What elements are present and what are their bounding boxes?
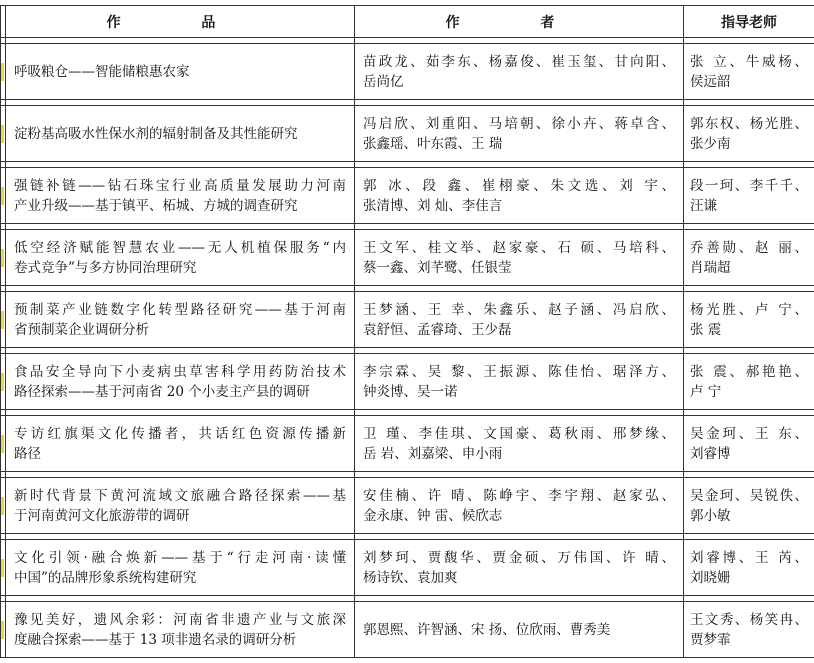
teacher-line: 刘晓姗	[690, 569, 731, 586]
teacher-line: 吴金珂、王 东、	[690, 425, 808, 442]
work-cell	[6, 540, 355, 596]
work-cell	[6, 602, 355, 658]
teacher-line: 张 震、郝艳艳、	[690, 363, 808, 380]
teacher-line: 张 立、牛威杨、	[690, 53, 808, 70]
table-row	[1, 478, 814, 534]
work-line: 产业升级——基于镇平、柘城、方城的调查研究	[14, 197, 298, 214]
authors-cell	[355, 602, 684, 658]
authors-cell	[355, 230, 684, 286]
work-cell	[6, 44, 355, 100]
work-line: 食品安全导向下小麦病虫草害科学用药防治技术	[14, 363, 346, 380]
work-line: 卷式竞争”与多方协同治理研究	[14, 259, 197, 276]
authors-line: 刘梦珂、贾馥华、贾金硕、万伟国、许 晴、	[363, 549, 675, 566]
work-line: 预制菜产业链数字化转型路径研究——基于河南	[14, 301, 346, 318]
work-cell	[6, 106, 355, 162]
teacher-cell	[684, 602, 814, 658]
teacher-cell	[684, 354, 814, 410]
header-work: 作 品	[6, 6, 355, 38]
teacher-cell	[684, 478, 814, 534]
teacher-line: 乔善勋、赵 丽、	[690, 239, 808, 256]
row-marker	[1, 311, 4, 329]
authors-line: 李宗霖、吴 黎、王振源、陈佳怡、琚泽方、	[363, 363, 675, 380]
authors-line: 苗政龙、茹李东、杨嘉俊、崔玉玺、甘向阳、	[363, 53, 675, 70]
table-row	[1, 602, 814, 658]
teacher-cell	[684, 540, 814, 596]
row-marker	[1, 63, 4, 81]
authors-line: 蔡一鑫、刘芊鹭、任银莹	[363, 259, 512, 276]
row-marker	[1, 249, 4, 267]
table-row	[1, 540, 814, 596]
authors-cell	[355, 478, 684, 534]
authors-cell	[355, 354, 684, 410]
table-row	[1, 354, 814, 410]
table-row	[1, 292, 814, 348]
table-row	[1, 416, 814, 472]
authors-line: 杨诗钦、袁加爽	[363, 569, 458, 586]
authors-line: 张鑫瑶、叶东霞、王 瑞	[363, 135, 503, 152]
authors-cell	[355, 168, 684, 224]
work-line: 路径	[14, 445, 41, 462]
teacher-line: 侯远韶	[690, 73, 731, 90]
teacher-line: 刘睿博	[690, 445, 731, 462]
authors-line: 岳尚亿	[363, 73, 404, 90]
teacher-cell	[684, 416, 814, 472]
work-line: 文化引领·融合焕新——基于“行走河南·读懂	[14, 549, 346, 566]
authors-line: 钟炎博、吴一诺	[363, 383, 458, 400]
teacher-line: 张少南	[690, 135, 731, 152]
work-line: 低空经济赋能智慧农业——无人机植保服务“内	[14, 239, 346, 256]
authors-cell	[355, 292, 684, 348]
teacher-cell	[684, 230, 814, 286]
teacher-line: 段一珂、李千千、	[690, 177, 808, 194]
authors-line: 王文军、桂文举、赵家豪、石 硕、马培科、	[363, 239, 675, 256]
teacher-line: 贾梦霏	[690, 631, 731, 648]
authors-line: 袁舒恒、孟睿琦、王少磊	[363, 321, 512, 338]
row-marker	[1, 621, 4, 639]
authors-line: 张清博、刘 灿、李佳言	[363, 197, 503, 214]
work-line: 呼吸粮仓——智能储粮惠农家	[14, 63, 190, 80]
teacher-line: 王文秀、杨笑冉、	[690, 611, 808, 628]
authors-line: 王梦涵、王 幸、朱鑫乐、赵子涵、冯启欣、	[363, 301, 675, 318]
work-line: 强链补链——钻石珠宝行业高质量发展助力河南	[14, 177, 346, 194]
teacher-cell	[684, 292, 814, 348]
authors-line: 岳 岩、刘嘉梁、申小雨	[363, 445, 503, 462]
table-header-row	[1, 6, 814, 38]
authors-line: 郭恩熙、许智涵、宋 扬、位欣雨、曹秀美	[363, 621, 611, 638]
row-marker	[1, 373, 4, 391]
teacher-line: 杨光胜、卢 宁、	[690, 301, 808, 318]
row-marker	[1, 497, 4, 515]
work-line: 省预制菜企业调研分析	[14, 321, 149, 338]
authors-line: 安佳楠、许 晴、陈峥宇、李宇翔、赵家弘、	[363, 487, 675, 504]
work-line: 豫见美好，遗风余彩：河南省非遗产业与文旅深	[14, 611, 346, 628]
work-cell	[6, 230, 355, 286]
authors-cell	[355, 416, 684, 472]
table-row	[1, 44, 814, 100]
header-authors: 作 者	[355, 6, 684, 38]
teacher-line: 卢 宁	[690, 383, 722, 400]
authors-cell	[355, 540, 684, 596]
row-marker	[1, 559, 4, 577]
teacher-line: 刘睿博、王 芮、	[690, 549, 808, 566]
work-line: 度融合探索——基于 13 项非遗名录的调研分析	[14, 631, 297, 648]
table-row	[1, 168, 814, 224]
teacher-line: 肖瑞超	[690, 259, 731, 276]
teacher-line: 吴金珂、吴锐佚、	[690, 487, 808, 504]
work-line: 于河南黄河文化旅游带的调研	[14, 507, 190, 524]
authors-line: 郭 冰、段 鑫、崔栩豪、朱文选、刘 宇、	[363, 177, 675, 194]
authors-line: 金永康、钟 雷、候欣志	[363, 507, 503, 524]
teacher-cell	[684, 44, 814, 100]
work-cell	[6, 478, 355, 534]
work-cell	[6, 354, 355, 410]
teacher-cell	[684, 106, 814, 162]
work-line: 淀粉基高吸水性保水剂的辐射制备及其性能研究	[14, 125, 298, 142]
authors-line: 卫 瑾、李佳琪、文国豪、葛秋雨、邢梦缘、	[363, 425, 675, 442]
teacher-line: 郭东权、杨光胜、	[690, 115, 808, 132]
authors-line: 冯启欣、刘重阳、马培朝、徐小卉、蒋卓含、	[363, 115, 675, 132]
work-cell	[6, 168, 355, 224]
teacher-line: 汪谦	[690, 197, 717, 214]
authors-cell	[355, 44, 684, 100]
teacher-line: 张 震	[690, 321, 722, 338]
header-teacher: 指导老师	[684, 6, 814, 38]
teacher-cell	[684, 168, 814, 224]
awards-table	[0, 5, 814, 658]
authors-cell	[355, 106, 684, 162]
row-marker	[1, 435, 4, 453]
table-row	[1, 106, 814, 162]
table-row	[1, 230, 814, 286]
teacher-line: 郭小敏	[690, 507, 731, 524]
row-marker	[1, 187, 4, 205]
work-line: 中国”的品牌形象系统构建研究	[14, 569, 197, 586]
work-line: 新时代背景下黄河流域文旅融合路径探索——基	[14, 487, 346, 504]
row-marker	[1, 125, 4, 143]
work-line: 专访红旗渠文化传播者，共话红色资源传播新	[14, 425, 346, 442]
work-cell	[6, 416, 355, 472]
work-line: 路径探索——基于河南省 20 个小麦主产县的调研	[14, 383, 310, 400]
work-cell	[6, 292, 355, 348]
